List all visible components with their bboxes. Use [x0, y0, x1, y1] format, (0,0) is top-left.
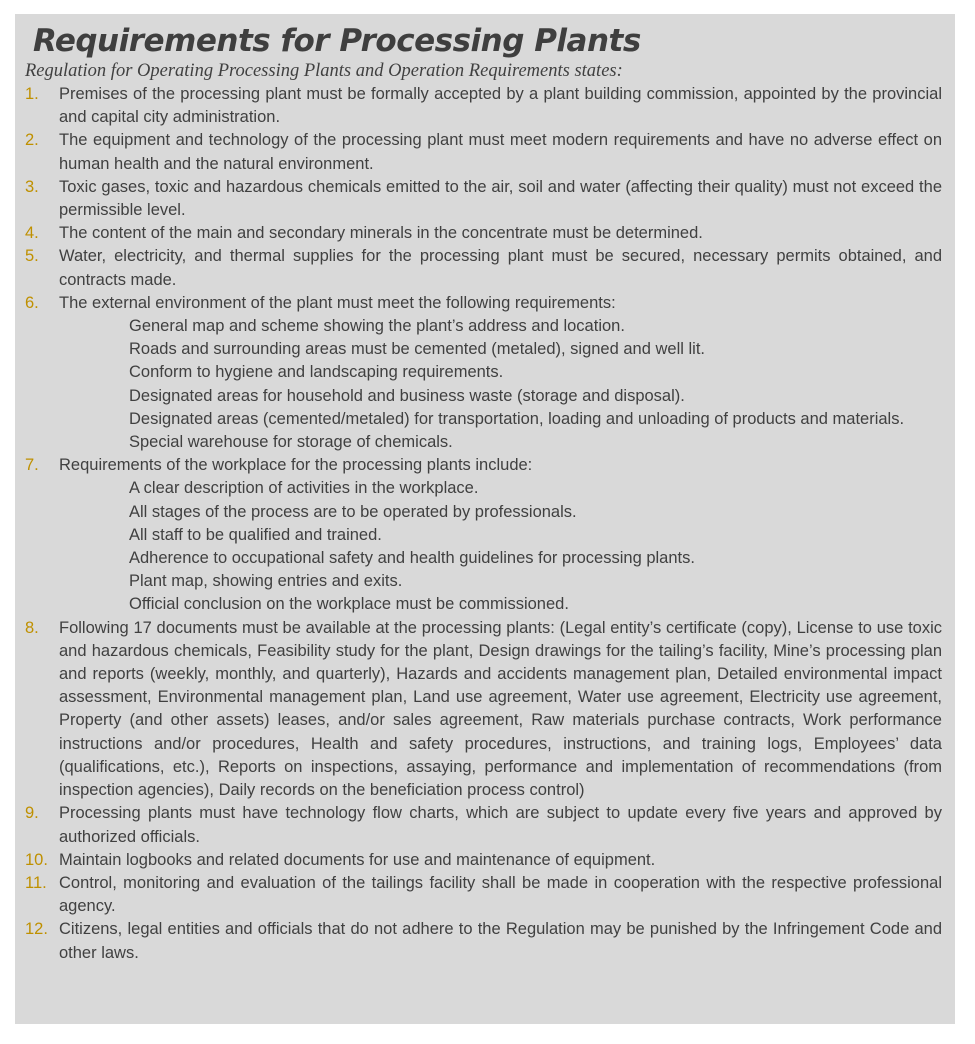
workplace-sublist [59, 477, 942, 616]
item-number: 1. [25, 85, 39, 103]
item-text: Maintain logbooks and related documents for use and maintenance of equipment. [59, 850, 656, 869]
item-number: 9. [25, 804, 39, 823]
external-environment-sublist [59, 315, 942, 454]
list-item [25, 129, 942, 175]
item-number: 12. [25, 920, 48, 939]
list-item [25, 802, 942, 848]
list-item [25, 245, 942, 291]
item-text: Requirements of the workplace for the processing plants include: [59, 456, 533, 475]
sublist-item: Special warehouse for storage of chemicals. [129, 433, 453, 452]
sublist-item: Designated areas (cemented/metaled) for transportation, loading and unloading of products and materials. [129, 409, 905, 428]
list-item [25, 292, 942, 454]
sublist-item: Conform to hygiene and landscaping requirements. [129, 363, 504, 382]
sublist-item: General map and scheme showing the plant’s address and location. [129, 317, 625, 336]
item-text: The equipment and technology of the processing plant must meet modern requirements and have no adverse effect on human health and the natural environment. [59, 131, 942, 173]
sublist-item: Roads and surrounding areas must be cemented (metaled), signed and well lit. [129, 340, 705, 359]
sublist-item: A clear description of activities in the workplace. [129, 479, 479, 498]
item-text: Toxic gases, toxic and hazardous chemicals emitted to the air, soil and water (affecting their quality) must not exceed the permissible level. [59, 177, 942, 220]
sublist-item: All staff to be qualified and trained. [129, 525, 382, 544]
item-number: 3. [25, 177, 39, 196]
list-item [25, 222, 942, 245]
sublist-item: Adherence to occupational safety and health guidelines for processing plants. [129, 549, 695, 568]
item-text: Premises of the processing plant must be formally accepted by a plant building commission, appointed by the provincial and capital city administration. [59, 85, 942, 127]
item-number: 5. [25, 247, 39, 266]
requirements-panel [15, 14, 955, 1024]
item-number: 11. [25, 873, 47, 892]
sublist-item: Official conclusion on the workplace must be commissioned. [129, 595, 569, 614]
page-title: Requirements for Processing Plants [33, 23, 641, 59]
item-number: 7. [25, 456, 39, 475]
item-text: Water, electricity, and thermal supplies for the processing plant must be secured, necessary permits obtained, and contracts made. [59, 247, 942, 289]
sublist-item: All stages of the process are to be operated by professionals. [129, 502, 577, 521]
item-number: 6. [25, 293, 39, 312]
item-text: The content of the main and secondary minerals in the concentrate must be determined. [59, 224, 703, 243]
list-item [25, 617, 942, 803]
item-text: Control, monitoring and evaluation of the tailings facility shall be made in cooperation with the respective professional agency. [59, 873, 942, 916]
sublist-item: Designated areas for household and business waste (storage and disposal). [129, 386, 685, 405]
regulation-subtitle: Regulation for Operating Processing Plants and Operation Requirements states: [25, 61, 623, 81]
list-item [25, 83, 942, 129]
item-text: Following 17 documents must be available at the processing plants: (Legal entity’s certificate (copy), License to use toxic and hazardous chemicals, Feasibility study for the plant, Design drawings for the tailing’s facility, Mine’s processing plan and reports (weekly, monthly, and quarterly), Hazards and accidents management plan, Detailed environmental impact assessment, Environmental management plan, Land use agreement, Water use agreement, Electricity use agreement, Property (and other assets) leases, and/or sales agreement, Raw materials purchase contracts, Work performance instructions and/or procedures, Health and safety procedures, instructions, and training logs, Employees’ data (qualifications, etc.), Reports on inspections, assaying, performance and implementation of recommendations (from inspection agencies), Daily records on the beneficiation process control) [59, 618, 942, 800]
item-number: 2. [25, 131, 39, 150]
item-number: 10. [25, 850, 48, 869]
item-text: The external environment of the plant must meet the following requirements: [59, 293, 616, 312]
item-number: 4. [25, 224, 39, 243]
item-text: Processing plants must have technology flow charts, which are subject to update every five years and approved by authorized officials. [59, 804, 942, 846]
item-text: Citizens, legal entities and officials that do not adhere to the Regulation may be punished by the Infringement Code and other laws. [59, 920, 942, 962]
list-item [25, 849, 942, 872]
list-item [25, 454, 942, 616]
sublist-item: Plant map, showing entries and exits. [129, 572, 403, 591]
list-item [25, 176, 942, 222]
list-item [25, 872, 942, 918]
list-item [25, 918, 942, 964]
requirements-list [25, 83, 942, 965]
item-number: 8. [25, 618, 39, 637]
